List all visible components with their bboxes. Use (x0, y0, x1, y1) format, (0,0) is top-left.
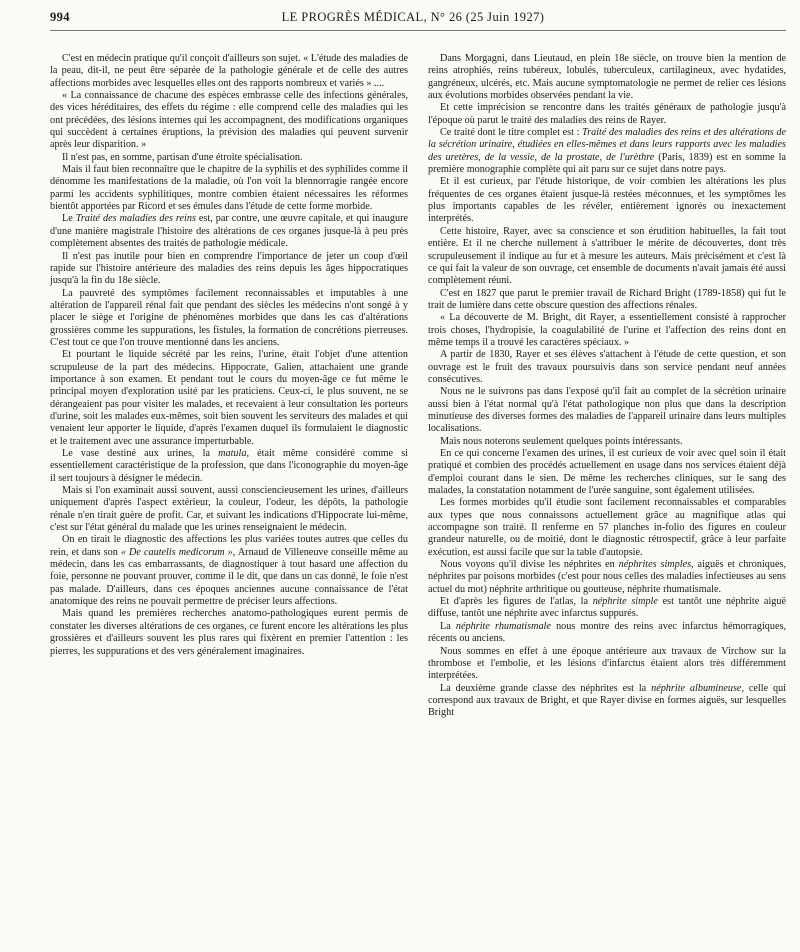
paragraph-text: Et d'après les figures de l'atlas, la (440, 596, 593, 608)
paragraph (50, 485, 408, 534)
paragraph-text: est tantôt une néphrite aiguë diffuse, tantôt une néphrite avec infarctus suppurés. (428, 596, 786, 620)
paragraph-text: Cette histoire, Rayer, avec sa conscience et son érudition habituelles, la fait tout entière. Et il ne cherche nullement à s'attribuer le mérite de découvertes, dont très scrupuleusement il indique au fur et à mesure les auteurs. Mais précisément et c'est là ce qui fait la valeur de son ouvrage, cet ensemble de documents n'avait jamais été aussi complètement réuni. (428, 225, 786, 287)
paragraph (428, 102, 786, 127)
paragraph-text: Mais nous noterons seulement quelques points intéressants. (440, 435, 683, 447)
paragraph (428, 559, 786, 596)
running-header (50, 10, 786, 31)
paragraph-text: Le (62, 213, 76, 225)
italic-text: néphrites simples (618, 559, 692, 571)
left-column (50, 53, 408, 720)
paragraph-text: On en tirait le diagnostic des affections les plus variées toutes autres que celles du rein, et dans son (50, 534, 408, 558)
paragraph (50, 448, 408, 485)
paragraph (428, 646, 786, 683)
paragraph (428, 596, 786, 621)
paragraph (428, 53, 786, 102)
paragraph-text: Les formes morbides qu'il étudie sont facilement reconnaissables et comparables aux types que nous connaissons actuellement grâce au magnifique atlas qui accompagne son traité. Il renferme en 57 planches in-folio des figures en couleur grandeur naturelle, ou de moitié, dont le diagnostic rétrospectif, grâce à leur parfaite exécution, est aussi facile que sur la table d'autopsie. (428, 497, 786, 558)
paragraph (50, 608, 408, 657)
paragraph (428, 386, 786, 435)
right-column (428, 53, 786, 720)
paragraph-text: Le vase destiné aux urines, la (62, 448, 219, 459)
paragraph-text: C'est en médecin pratique qu'il conçoit d'ailleurs son sujet. « L'étude des maladies de la peau, dit-il, ne peut être séparée de la pathologie générale et de celle des autres affections morbides avec lesquelles elles ont des rapports nombreux et variés » .... (50, 53, 408, 89)
paragraph-text: La (440, 620, 456, 632)
paragraph-text: Et pourtant le liquide sécrété par les reins, l'urine, était l'objet d'une attention scrupuleuse de la part des médecins. Hippocrate, Galien, attachaient une grande importance à son examen. Et pendant tout le cours du moyen-âge ce fut même le principal moyen d'exploration usité par les praticiens. Ceux-ci, le plus souvent, ne se dérangeaient pas pour visiter les malades, et recevaient à leur consultation les porteurs d'urine, soit les malades eux-mêmes, soit bien souvent les serviteurs des malades et qui venaient leur apporter le liquide, d'après l'examen duquel ils formulaient le diagnostic et le traitement avec une assurance imperturbable. (50, 349, 408, 447)
italic-text: néphrite albumineuse (651, 682, 742, 694)
paragraph (50, 534, 408, 608)
paragraph-text: Et cette imprécision se rencontre dans les traités généraux de pathologie jusqu'à l'époque où parut le traité des maladies des reins de Rayer. (428, 102, 786, 126)
italic-text: néphrite rhumatismale (455, 620, 551, 632)
paragraph-text: Mais quand les premières recherches anatomo-pathologiques eurent permis de constater les diverses altérations de ces organes, ce furent encore les altérations les plus grossières et d'ailleurs souvent les plus rares qui fixèrent en premier l'attention : les pierres, les suppurations et des vers généralement imaginaires. (50, 608, 408, 657)
italic-text: Traité des maladies des reins (75, 213, 196, 225)
paragraph (428, 226, 786, 288)
paragraph (428, 349, 786, 386)
paragraph-text: La deuxième grande classe des néphrites est la (440, 682, 652, 694)
paragraph-text: « La connaissance de chacune des espèces embrasse celle des infections générales, des vices héréditaires, des effets du régime : elle comprend celle des maladies qui les ont précédées, des lésions internes qui les accompagnent, des modifications organiques qui succèdent à certaines éruptions, la prévision des maladies qui peuvent survenir après leur disparition. » (50, 90, 408, 151)
paragraph-text: Il n'est pas inutile pour bien en comprendre l'importance de jeter un coup d'œil rapide sur l'histoire antérieure des maladies des reins depuis les âges hippocratiques jusqu'à la fin du 18e siècle. (50, 250, 408, 287)
paragraph (50, 164, 408, 213)
paragraph (428, 621, 786, 646)
paragraph (50, 53, 408, 90)
paragraph (428, 436, 786, 448)
paragraph (50, 349, 408, 448)
paragraph-text: Ce traité dont le titre complet est : (440, 127, 583, 139)
paragraph-text: , celle qui correspond aux travaux de Bright, et que Rayer divise en formes aiguës, sur lesquelles Bright (428, 682, 787, 719)
paragraph (428, 176, 786, 225)
paragraph-text: Nous voyons qu'il divise les néphrites en (440, 559, 619, 571)
paragraph (428, 127, 786, 176)
paragraph-text: « La découverte de M. Bright, dit Rayer, a essentiellement consisté à rapprocher trois choses, l'hydropisie, la coagulabilité de l'urine et l'affection des reins dont en même temps il a trouvé les caractères spéciaux. » (428, 312, 786, 348)
paragraph-text: , était même considéré comme si essentiellement caractéristique de la profession, que dans l'iconographie du moyen-âge il sert toujours à désigner le médecin. (50, 448, 408, 484)
paragraph-text: Et il est curieux, par l'étude historique, de voir combien les altérations les plus fréquentes de ces organes étaient jusque-là restées méconnues, et les symptômes les plus importants capables de les révéler, entièrement ignorés ou inexactement interprétés. (428, 176, 786, 225)
paragraph-text: En ce qui concerne l'examen des urines, il est curieux de voir avec quel soin il était pratiqué et combien des procédés actuellement en usage dans nos services étaient déjà d'emploi courant dans le sien. De même les recherches cliniques, sur le sang des malades, la constatation notamment de l'urée sanguine, sont également utilisées. (428, 448, 786, 497)
italic-text: matula (218, 448, 247, 459)
paragraph (428, 448, 786, 497)
page-number: 994 (50, 10, 70, 24)
paragraph-text: La pauvreté des symptômes facilement reconnaissables et imputables à une altération de l'appareil rénal fait que pendant des siècles les médecins n'ont songé à y placer le siège et l'origine de phénomènes morbides que dans les cas d'altérations grossières comme les suppurations, les fistules, la formation de concrétions pierreuses. C'est tout ce que l'on trouve mentionné dans les anciens. (50, 287, 408, 348)
italic-text: Traité des maladies des reins et des altérations de la sécrétion urinaire, étudiées en elles-mêmes et dans leurs rapports avec les maladies des uretères, de la vessie, de la prostate, de l'urèthre (428, 127, 786, 163)
paragraph-text: A partir de 1830, Rayer et ses élèves s'attachent à l'étude de cette question, et son ouvrage est le fruit des travaux poursuivis dans son service pendant neuf années consécutives. (428, 349, 786, 385)
paragraph-text: , Arnaud de Villeneuve conseille même au médecin, dans les cas embarrassants, de diagnostiquer à tout hasard une affection du foie, personne ne pouvant prouver, comme il le dit, que dans un cas donné, le foie n'est pas malade. D'ailleurs, dans ces époques anciennes aucune connaissance de l'état anatomique des reins ne pouvait permettre de préciser leurs affections. (50, 546, 408, 608)
paragraph (50, 90, 408, 152)
paragraph (50, 213, 408, 250)
paragraph-text: nous montre des reins avec infarctus hémorragiques, récents ou anciens. (428, 620, 786, 645)
paragraph-text: Nous ne le suivrons pas dans l'exposé qu'il fait au complet de la sécrétion urinaire aussi bien à l'état normal qu'à l'état pathologique non plus que dans la description minutieuse des diverses formes des maladies de l'appareil urinaire dans leurs multiples localisations. (428, 386, 786, 435)
paragraph-text: Dans Morgagni, dans Lieutaud, en plein 18e siècle, on trouve bien la mention de reins atrophiés, reins tubéreux, lobulés, tuberculeux, cartilagineux, avec hydatides, gangréneux, ulcérés, etc. Mais aucune symptomatologie ne permet de relier ces lésions aux évolutions morbides observées pendant la vie. (428, 53, 786, 102)
paragraph-text: Il n'est pas, en somme, partisan d'une étroite spécialisation. (62, 151, 303, 163)
paragraph (428, 683, 786, 720)
italic-text: néphrite simple (592, 596, 658, 608)
paragraph (50, 288, 408, 350)
paragraph (428, 288, 786, 313)
paragraph (428, 312, 786, 349)
paragraph (428, 497, 786, 559)
running-title: LE PROGRÈS MÉDICAL, N° 26 (25 Juin 1927) (281, 10, 545, 24)
paragraph-text: Mais si l'on examinait aussi souvent, aussi consciencieusement les urines, d'ailleurs uniquement d'après l'aspect extérieur, la couleur, l'odeur, les dépôts, la pathologie rénale n'en tirait guère de profit. Car, et suivant les indications d'Hippocrate lui-même, c'est sur l'état général du malade que les urines renseignaient le médecin. (50, 485, 408, 534)
paragraph (50, 152, 408, 164)
paragraph-text: Nous sommes en effet à une époque antérieure aux travaux de Virchow sur la thrombose et l'embolie, et les lésions d'infarctus étaient alors très différemment interprétées. (428, 645, 786, 682)
paragraph (50, 251, 408, 288)
paragraph-text: Mais il faut bien reconnaître que le chapitre de la syphilis et des syphilides comme il dénomme les manifestations de la maladie, où l'on voit la blennorragie rangée encore parmi les accidents syphilitiques, montre combien étaient nécessaires les réformes bientôt apportées par Ricord et ses émules dans l'étude de cette forme morbide. (50, 164, 408, 213)
paragraph-text: (Paris, 1839) est en somme la première monographie complète qui ait paru sur ce sujet dans notre pays. (428, 151, 786, 176)
italic-text: « De cautelis medicorum » (120, 546, 233, 558)
paragraph-text: C'est en 1827 que parut le premier travail de Richard Bright (1789-1858) qui fut le trait de lumière dans cette obscure question des affections rénales. (428, 287, 786, 311)
text-columns (50, 53, 786, 720)
paragraph-text: , aiguës et chroniques, néphrites par poisons morbides (c'est pour nous celles des maladies infectieuses au sens actuel du mot) néphrite arthritique ou goutteuse, néphrite rhumatismale. (428, 559, 787, 595)
paragraph-text: est, par contre, une œuvre capitale, et qui inaugure d'une manière magistrale l'histoire des altérations de ces organes jusque-là à peu près complètement absentes des traités de pathologie médicale. (50, 213, 408, 250)
